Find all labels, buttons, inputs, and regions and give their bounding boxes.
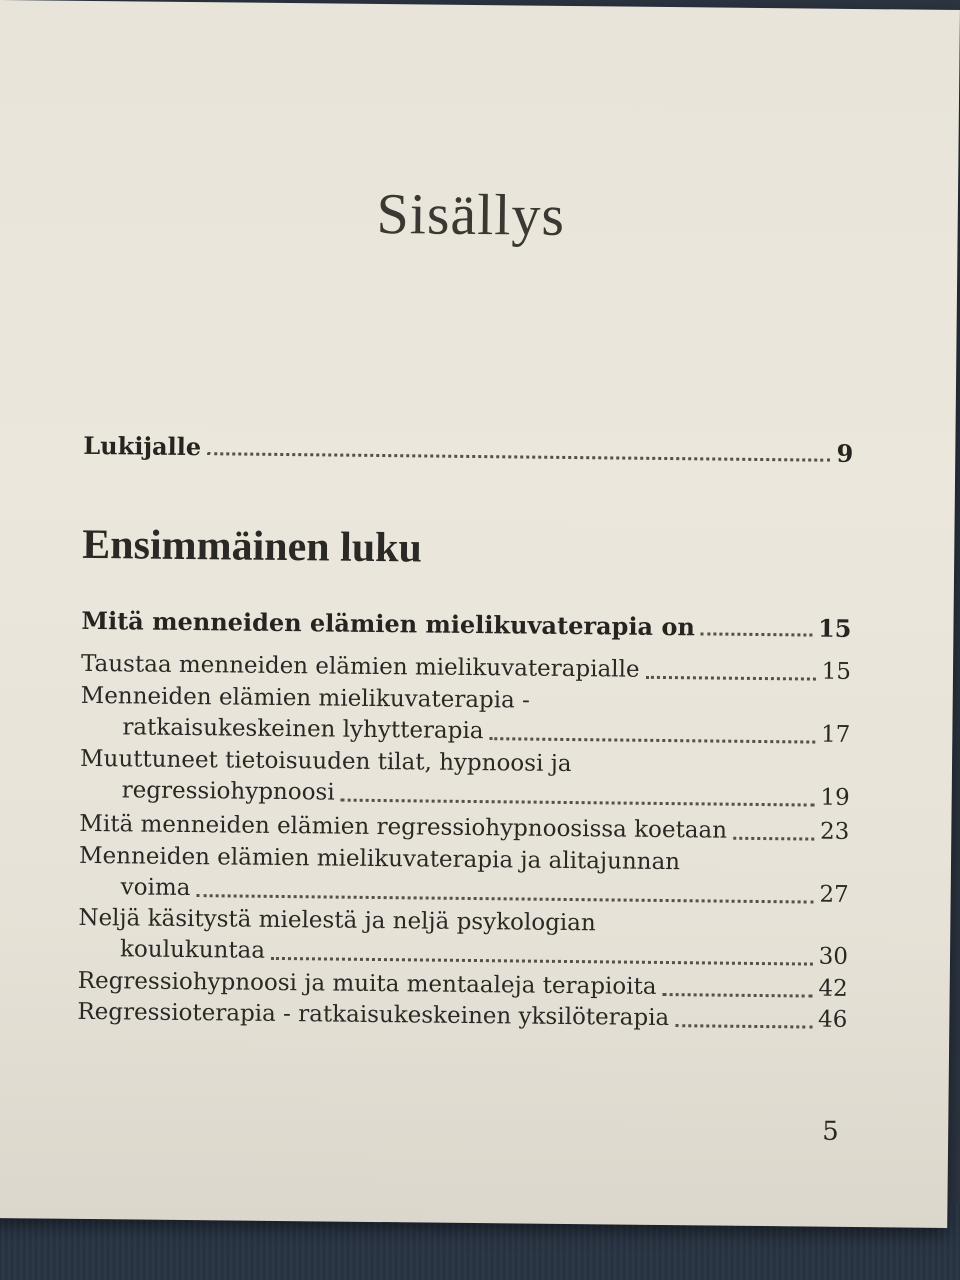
toc-entry-label: Taustaa menneiden elämien mielikuvaterapialle (80, 650, 640, 683)
toc-entry-label: Menneiden elämien mielikuvaterapia ja alitajunnan (78, 842, 681, 876)
dot-leader (662, 993, 812, 998)
page-title: Sisällys (376, 180, 566, 248)
dot-leader (645, 676, 815, 681)
dot-leader (489, 737, 815, 743)
toc-entry-page: 30 (818, 943, 849, 970)
toc-entry-page: 42 (818, 975, 848, 1002)
table-of-contents (77, 1, 858, 1147)
toc-entry-continuation (80, 775, 850, 814)
dot-leader (733, 837, 814, 841)
dot-leader (271, 957, 813, 966)
toc-entry-page: 15 (817, 613, 852, 643)
toc-entry-label: Lukijalle (83, 430, 202, 462)
toc-entry-label: Regressiohypnoosi ja muita mentaaleja terapioita (77, 967, 657, 1000)
dot-leader (701, 632, 812, 636)
toc-entry-label: Mitä menneiden elämien mielikuvaterapia on (81, 605, 696, 642)
toc-entry (80, 681, 851, 751)
toc-main-entry (81, 606, 851, 643)
toc-entry-label: Mitä menneiden elämien regressiohypnoosissa koetaan (79, 810, 728, 844)
toc-entry-label-continued: voima (120, 874, 191, 902)
toc-entry (79, 841, 850, 911)
toc-entry-page: 15 (821, 658, 852, 685)
toc-entry-page: 46 (817, 1006, 848, 1033)
toc-entry-label: Regressioterapia - ratkaisukeskeinen yksilöterapia (77, 998, 670, 1032)
toc-entry-page: 23 (819, 818, 850, 845)
toc-entry-label: Muuttuneet tietoisuuden tilat, hypnoosi ja (79, 745, 572, 778)
toc-entry (78, 903, 849, 973)
toc-entry-page: 9 (836, 438, 854, 468)
page-number: 5 (822, 1116, 839, 1147)
toc-entry-label-continued: ratkaisukeskeinen lyhytterapia (122, 714, 484, 745)
dot-leader (207, 452, 830, 462)
toc-entry-page: 17 (820, 721, 851, 748)
dot-leader (675, 1024, 812, 1028)
toc-entry-label-continued: koulukuntaa (119, 936, 266, 964)
toc-entry-label: Neljä käsitystä mielestä ja neljä psykologian (78, 904, 596, 937)
toc-entry-label: Menneiden elämien mielikuvaterapia - (80, 682, 531, 714)
dot-leader (341, 799, 815, 807)
chapter-heading: Ensimmäinen luku (82, 521, 423, 572)
toc-entry-label-continued: regressiohypnoosi (121, 777, 335, 806)
toc-entry-page: 27 (819, 881, 849, 908)
toc-entry (80, 744, 851, 814)
dot-leader (196, 894, 813, 903)
toc-entry-page: 19 (820, 784, 850, 811)
toc-entry-lukijalle (83, 431, 853, 468)
